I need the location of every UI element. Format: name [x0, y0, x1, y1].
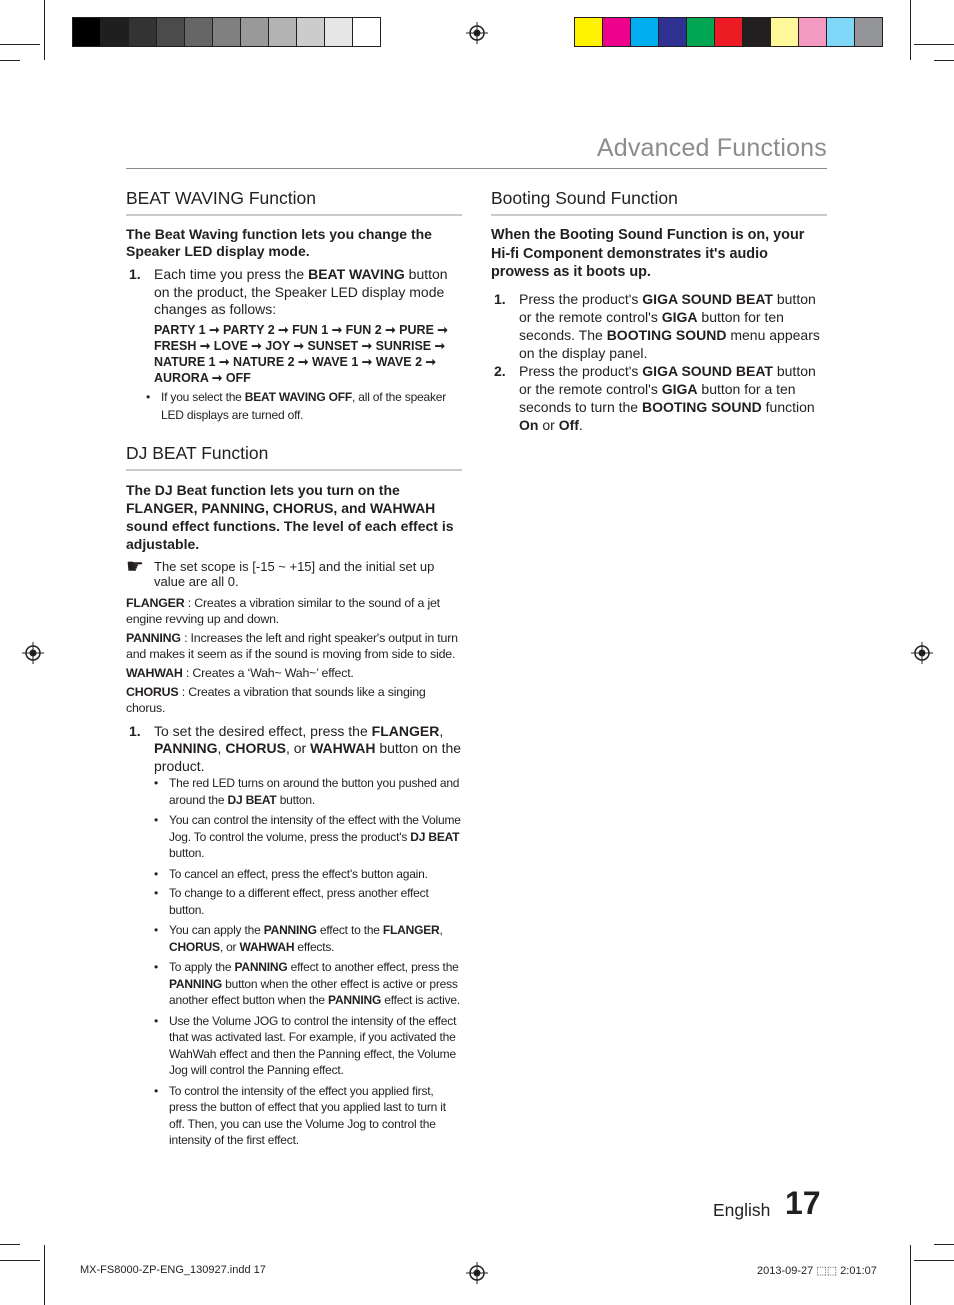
text: effect to the	[316, 923, 383, 937]
text: Press the product's	[519, 290, 643, 307]
text: ,	[439, 923, 443, 937]
pointing-hand-icon: ☛	[126, 555, 144, 578]
dj-beat-note	[126, 555, 462, 590]
effect-term: PANNING	[126, 630, 181, 645]
text: The red LED turns on around the button you pushed and around the	[169, 776, 460, 807]
color-swatch	[630, 17, 658, 47]
crop-mark	[0, 1244, 20, 1245]
color-swatch	[72, 17, 100, 47]
crop-mark	[934, 60, 954, 61]
registration-mark-icon	[466, 22, 488, 44]
text: or	[538, 416, 559, 433]
text: Use the Volume JOG to control the intensity of the effect that was activated last. For example, if you activated the WahWah effect and then the Panning effect, the Volume Jog will control the Panning effect.	[169, 1013, 457, 1077]
beat-waving-title: BEAT WAVING Function	[126, 188, 462, 216]
color-swatch	[184, 17, 212, 47]
text: function	[761, 398, 815, 415]
color-swatch	[714, 17, 742, 47]
button-name: PANNING	[154, 740, 218, 756]
text: Press the product's	[519, 362, 643, 379]
button-name: GIGA SOUND BEAT	[642, 290, 773, 307]
color-swatch	[240, 17, 268, 47]
effect-description: : Creates a vibration that sounds like a singing chorus.	[126, 684, 426, 715]
text: To apply the	[169, 960, 235, 974]
effect-term: WAHWAH	[126, 665, 183, 680]
beat-waving-bullet: • If you select the BEAT WAVING OFF, all of the speaker LED displays are turned off.	[146, 389, 447, 422]
beat-waving-intro: The Beat Waving function lets you change the Speaker LED display mode.	[126, 226, 432, 259]
list-item: • Use the Volume JOG to control the intensity of the effect that was activated last. For example, if you activated the WahWah effect and then the Panning effect, the Volume Jog will control the Panning effect.	[154, 1013, 462, 1079]
color-swatch	[770, 17, 798, 47]
button-name: PANNING	[263, 923, 317, 937]
effect-definition	[126, 684, 462, 716]
effect-description: : Creates a vibration similar to the sound of a jet engine revving up and down.	[126, 595, 440, 626]
language-label: English	[713, 1200, 771, 1220]
button-name: PANNING	[234, 960, 288, 974]
button-name: BOOTING SOUND	[606, 326, 727, 343]
booting-sound-intro: When the Booting Sound Function is on, your Hi-fi Component demonstrates it's audio prowess as it boots up.	[491, 227, 805, 280]
text: button.	[169, 846, 205, 860]
text: button or the remote control's	[519, 362, 816, 397]
color-swatch	[686, 17, 714, 47]
button-name: PANNING	[328, 993, 382, 1007]
list-item: • The red LED turns on around the button you pushed and around the DJ BEAT button.	[154, 776, 460, 807]
registration-mark-icon	[466, 1262, 488, 1284]
step-number: 1.	[129, 722, 141, 739]
text: You can control the intensity of the effect with the Volume Jog. To control the volume, press the product's	[169, 813, 461, 844]
color-swatch	[128, 17, 156, 47]
text: Each time you press the	[154, 266, 309, 282]
print-date: 2013-09-27 ⬚⬚ 2:01:07	[757, 1265, 877, 1277]
crop-mark	[914, 44, 954, 45]
booting-sound-step-1	[491, 290, 827, 362]
left-column	[126, 188, 462, 1149]
list-item: • To apply the PANNING effect to another effect, press the PANNING button when the other effect is active or press another effect button when the PANNING effect is active.	[154, 960, 460, 1007]
step-number: 1.	[129, 266, 141, 282]
effect-definitions	[126, 595, 462, 716]
crop-mark	[910, 1245, 911, 1305]
button-name: FLANGER	[382, 923, 440, 937]
button-name: FLANGER	[371, 722, 440, 739]
button-name: BOOTING SOUND	[641, 398, 762, 415]
color-swatch	[854, 17, 883, 47]
button-name: BEAT WAVING OFF	[244, 389, 352, 404]
color-swatch	[826, 17, 854, 47]
button-name: CHORUS	[225, 740, 286, 756]
setting-value: Off	[558, 416, 579, 433]
color-swatch	[798, 17, 826, 47]
button-name: DJ BEAT	[227, 792, 277, 807]
button-name: GIGA SOUND BEAT	[642, 362, 773, 379]
text: button for ten seconds. The	[519, 308, 784, 343]
text: ,	[439, 722, 444, 739]
color-swatch	[658, 17, 686, 47]
text: .	[578, 416, 583, 433]
effect-description: : Creates a ‘Wah~ Wah~’ effect.	[182, 665, 354, 680]
list-item: • You can control the intensity of the effect with the Volume Jog. To control the volume, press the product's DJ BEAT button.	[154, 813, 461, 860]
text: effect is active.	[381, 993, 460, 1007]
color-swatch	[742, 17, 770, 47]
crop-mark	[0, 60, 20, 61]
color-swatch	[602, 17, 630, 47]
text: button.	[276, 792, 316, 807]
text: ,	[217, 740, 226, 756]
list-item: • To change to a different effect, press another effect button.	[154, 885, 462, 918]
text: button on the product, the Speaker LED display mode changes as follows:	[154, 266, 448, 317]
button-name: CHORUS	[169, 939, 220, 954]
text: To cancel an effect, press the effect's button again.	[169, 866, 428, 881]
color-swatch	[100, 17, 128, 47]
color-swatch	[574, 17, 602, 47]
button-name: BEAT WAVING	[308, 266, 405, 282]
button-name: DJ BEAT	[410, 829, 460, 844]
color-swatch	[268, 17, 296, 47]
file-name: MX-FS8000-ZP-ENG_130927.indd 17	[80, 1264, 266, 1276]
effect-term: FLANGER	[126, 595, 185, 610]
crop-mark	[0, 1260, 40, 1261]
list-item: • You can apply the PANNING effect to the FLANGER, CHORUS, or WAHWAH effects.	[154, 923, 443, 954]
color-swatch	[352, 17, 381, 47]
note-text: The set scope is [-15 ~ +15] and the initial set up value are all 0.	[154, 558, 435, 589]
color-swatch	[212, 17, 240, 47]
crop-mark	[0, 44, 40, 45]
effect-definition	[126, 665, 462, 681]
page-number: 17	[785, 1185, 821, 1221]
color-swatch	[296, 17, 324, 47]
effect-term: CHORUS	[126, 684, 179, 699]
header-divider	[126, 168, 827, 169]
crop-mark	[934, 1244, 954, 1245]
text: button or the remote control's	[519, 290, 816, 325]
grayscale-bar	[72, 17, 381, 47]
dj-beat-bullets	[126, 775, 462, 1149]
button-name: WAHWAH	[239, 939, 295, 954]
crop-mark	[910, 0, 911, 60]
text: To set the desired effect, press the	[154, 722, 372, 739]
dj-beat-intro: The DJ Beat function lets you turn on the FLANGER, PANNING, CHORUS, and WAHWAH sound effect functions. The level of each effect is adjustable.	[126, 481, 454, 552]
text: , or	[219, 939, 240, 954]
list-item: • To cancel an effect, press the effect's button again.	[154, 866, 462, 883]
crop-mark	[914, 1260, 954, 1261]
led-mode-sequence: PARTY 1 ➞ PARTY 2 ➞ FUN 1 ➞ FUN 2 ➞ PURE ➞ FRESH ➞ LOVE ➞ JOY ➞ SUNSET ➞ SUNRISE ➞ NATURE 1 ➞ NATURE 2 ➞ WAVE 1 ➞ WAVE 2 ➞ AURORA ➞ OFF	[154, 322, 448, 385]
color-swatch	[156, 17, 184, 47]
color-swatch	[324, 17, 352, 47]
dj-beat-title: DJ BEAT Function	[126, 443, 462, 471]
text: button on the product.	[154, 740, 462, 774]
setting-value: On	[519, 416, 539, 433]
beat-waving-step-1	[126, 266, 462, 386]
text: To change to a different effect, press another effect button.	[169, 886, 429, 917]
text: effect to another effect, press the	[287, 960, 459, 974]
button-name: PANNING	[169, 976, 223, 991]
crop-mark	[44, 1245, 45, 1305]
text: , or	[285, 740, 311, 756]
registration-mark-icon	[22, 642, 44, 664]
button-name: GIGA	[661, 380, 698, 397]
effect-definition	[126, 595, 462, 627]
step-number: 1.	[494, 290, 506, 307]
effect-description: : Increases the left and right speaker's output in turn and makes it seem as if the sound is moving from side to side.	[126, 630, 458, 661]
text: effects.	[294, 939, 335, 954]
text: menu appears on the display panel.	[519, 326, 820, 361]
booting-sound-step-2	[491, 362, 827, 434]
page-title: Advanced Functions	[596, 134, 827, 162]
right-column	[491, 188, 827, 434]
text: button when the other effect is active or press another effect button when the	[169, 976, 458, 1007]
text: , all of the speaker LED displays are turned off.	[161, 389, 447, 422]
text: You can apply the	[169, 923, 264, 937]
dj-beat-step-1	[126, 723, 462, 776]
text: To control the intensity of the effect you applied first, press the button of effect that you applied last to turn it off. Then, you can use the Volume Jog to control the intensity of the first effect.	[169, 1083, 446, 1147]
booting-sound-title: Booting Sound Function	[491, 188, 827, 216]
list-item: • To control the intensity of the effect you applied first, press the button of effect that you applied last to turn it off. Then, you can use the Volume Jog to control the intensity of the first effect.	[154, 1083, 462, 1149]
button-name: GIGA	[661, 308, 698, 325]
registration-mark-icon	[911, 642, 933, 664]
crop-mark	[44, 0, 45, 60]
button-name: WAHWAH	[310, 740, 376, 756]
color-bar	[574, 17, 883, 47]
text: button for a ten seconds to turn the	[519, 380, 796, 415]
step-number: 2.	[494, 362, 506, 379]
text: If you select the	[161, 389, 245, 404]
effect-definition	[126, 630, 462, 662]
